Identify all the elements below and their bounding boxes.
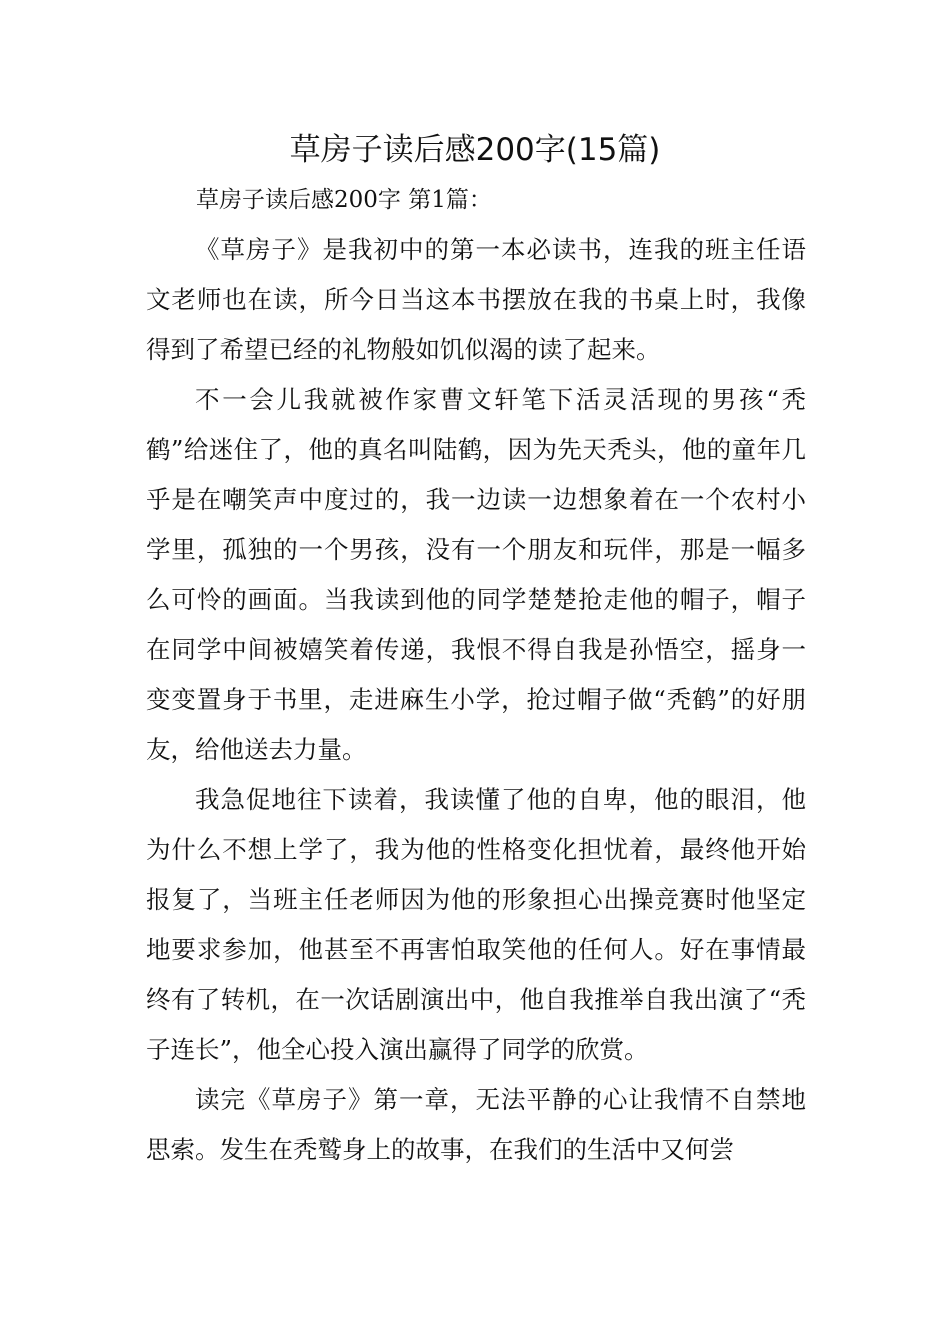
paragraph-1: 《草房子》是我初中的第一本必读书，连我的班主任语文老师也在读，所今日当这本书摆放在我的书桌上时，我像得到了希望已经的礼物般如饥似渴的读了起来。 bbox=[146, 235, 806, 364]
paragraph-4: 读完《草房子》第一章，无法平静的心让我情不自禁地思索。发生在秃鹫身上的故事，在我们的生活中又何尝 bbox=[146, 1085, 806, 1164]
document-body bbox=[146, 225, 806, 1175]
paragraph-2: 不一会儿我就被作家曹文轩笔下活灵活现的男孩“秃鹤”给迷住了，他的真名叫陆鹤，因为先天秃头，他的童年几乎是在嘲笑声中度过的，我一边读一边想象着在一个农村小学里，孤独的一个男孩，没有一个朋友和玩伴，那是一幅多么可怜的画面。当我读到他的同学楚楚抢走他的帽子，帽子在同学中间被嬉笑着传递，我恨不得自我是孙悟空，摇身一变变置身于书里，走进麻生小学，抢过帽子做“秃鹤”的好朋友，给他送去力量。 bbox=[146, 385, 806, 764]
document-title: 草房子读后感200字(15篇) bbox=[289, 132, 661, 168]
section-heading: 草房子读后感200字 第1篇： bbox=[196, 187, 492, 213]
paragraph-3: 我急促地往下读着，我读懂了他的自卑，他的眼泪，他为什么不想上学了，我为他的性格变化担忧着，最终他开始报复了，当班主任老师因为他的形象担心出操竞赛时他坚定地要求参加，他甚至不再害怕取笑他的任何人。好在事情最终有了转机，在一次话剧演出中，他自我推举自我出演了“秃子连长”，他全心投入演出赢得了同学的欣赏。 bbox=[146, 785, 806, 1064]
